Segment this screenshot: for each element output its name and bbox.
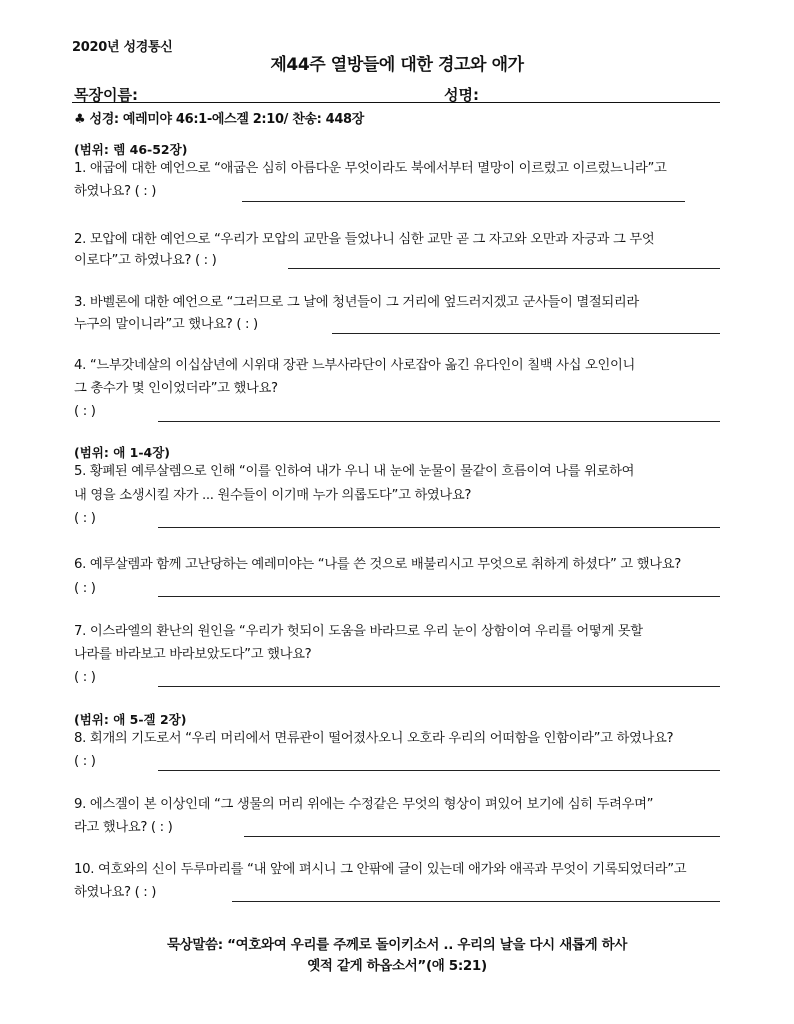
section-range: (범위: 애 5-겔 2장): [74, 712, 187, 727]
question-4-line-2: 그 총수가 몇 인이었더라”고 했나요?: [74, 381, 278, 396]
question-10-line-1: 10. 여호와의 신이 두루마리를 “내 앞에 펴시니 그 안팎에 글이 있는데 애가와 애곡과 무엇이 기록되었더라”고: [74, 862, 687, 877]
question-5-line-1: 5. 황폐된 예루살렘으로 인해 “이를 인하여 내가 우니 내 눈에 눈물이 물같이 흐름이여 나를 위로하여: [74, 464, 635, 479]
question-7-line-3: ( : ): [74, 670, 96, 685]
question-9-line-1: 9. 에스겔이 본 이상인데 “그 생물의 머리 위에는 수정같은 무엇의 형상이 펴있어 보기에 심히 두려우며”: [74, 797, 654, 812]
header-rule: [72, 102, 720, 103]
question-8-line-1: 8. 회개의 기도로서 “우리 머리에서 면류관이 떨어졌사오니 오호라 우리의 어떠함을 인함이라”고 하였나요?: [74, 731, 674, 746]
question-2-line-1: 2. 모압에 대한 예언으로 “우리가 모압의 교만을 들었나니 심한 교만 곧 그 자고와 오만과 자긍과 그 무엇: [74, 232, 655, 247]
question-5-line-2: 내 영을 소생시킬 자가 ... 원수들이 이기매 누가 의롭도다”고 하였나요?: [74, 488, 472, 503]
answer-line-1[interactable]: [242, 201, 685, 202]
page-title: 제44주 열방들에 대한 경고와 애가: [270, 55, 524, 75]
question-9-line-2: 라고 했나요? ( : ): [74, 820, 173, 835]
question-10-line-2: 하였나요? ( : ): [74, 885, 157, 900]
answer-line-7[interactable]: [158, 686, 720, 687]
question-7-line-2: 나라를 바라보고 바라보았도다”고 했나요?: [74, 647, 312, 662]
answer-line-10[interactable]: [232, 901, 720, 902]
answer-line-5[interactable]: [158, 527, 720, 528]
question-8-line-2: ( : ): [74, 754, 96, 769]
answer-line-6[interactable]: [158, 596, 720, 597]
question-3-line-1: 3. 바벨론에 대한 예언으로 “그러므로 그 날에 청년들이 그 거리에 엎드러지겠고 군사들이 멸절되리라: [74, 295, 639, 310]
section-range: (범위: 렘 46-52장): [74, 142, 188, 157]
question-5-line-3: ( : ): [74, 511, 96, 526]
year-note: 2020년 성경통신: [72, 40, 173, 55]
name-label: 성명:: [444, 86, 479, 104]
question-6-line-1: 6. 예루살렘과 함께 고난당하는 예레미야는 “나를 쓴 것으로 배불리시고 무엇으로 취하게 하셨다” 고 했나요?: [74, 557, 681, 572]
question-2-line-2: 이로다”고 하였나요? ( : ): [74, 253, 217, 268]
question-7-line-1: 7. 이스라엘의 환난의 원인을 “우리가 헛되이 도움을 바라므로 우리 눈이 상함이여 우리를 어떻게 못할: [74, 624, 643, 639]
scripture-reference: ♣ 성경: 예레미야 46:1-에스겔 2:10/ 찬송: 448장: [74, 112, 364, 127]
parish-label: 목장이름:: [74, 86, 138, 104]
answer-line-8[interactable]: [158, 770, 720, 771]
answer-line-2[interactable]: [288, 268, 720, 269]
question-4-line-1: 4. “느부갓네살의 이십삼년에 시위대 장관 느부사라단이 사로잡아 옮긴 유다인이 칠백 사십 오인이니: [74, 358, 635, 373]
question-1-line-1: 1. 애굽에 대한 예언으로 “애굽은 심히 아름다운 무엇이라도 북에서부터 멸망이 이르렀고 이르렀느니라”고: [74, 161, 667, 176]
section-range: (범위: 애 1-4장): [74, 445, 171, 460]
question-3-line-2: 누구의 말이니라”고 했나요? ( : ): [74, 317, 258, 332]
answer-line-9[interactable]: [244, 836, 720, 837]
meditation-verse-line-1: 묵상말씀: “여호와여 우리를 주께로 돌이키소서 .. 우리의 날을 다시 새롭게 하사: [166, 937, 628, 953]
question-4-line-3: ( : ): [74, 404, 96, 419]
question-6-line-2: ( : ): [74, 581, 96, 596]
answer-line-4[interactable]: [158, 421, 720, 422]
question-1-line-2: 하였나요? ( : ): [74, 184, 157, 199]
answer-line-3[interactable]: [332, 333, 720, 334]
meditation-verse-line-2: 옛적 같게 하옵소서”(애 5:21): [307, 958, 487, 974]
